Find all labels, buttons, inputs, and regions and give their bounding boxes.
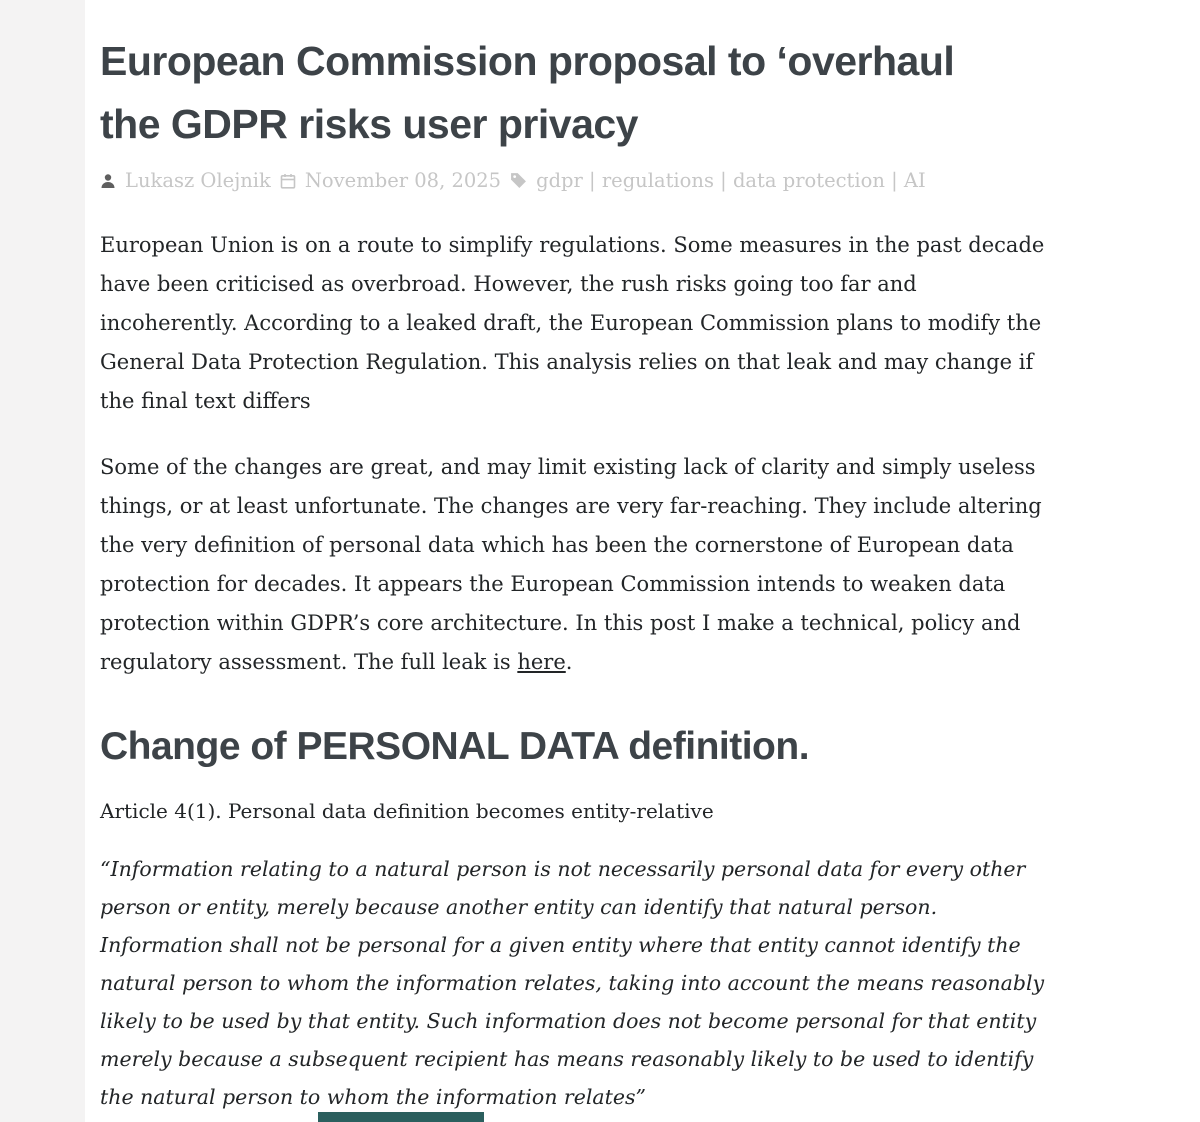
- paragraph-changes-text: Some of the changes are great, and may limit existing lack of clarity and simply useless things, or at least unfortunate. The changes are very far-reaching. They include altering the very definition of personal data which has been the cornerstone of European data protection for decades. It appears the European Commission intends to weaken data protection within GDPR’s core architecture. In this post I make a technical, policy and regulatory assessment. The full leak is: [100, 455, 1042, 674]
- publish-date: November 08, 2025: [304, 169, 502, 192]
- article: [100, 30, 1052, 1116]
- tags-icon: [510, 172, 527, 189]
- calendar-icon: [280, 173, 296, 189]
- footer-bar-partial: [318, 1112, 484, 1122]
- page-title: European Commission proposal to ‘overhaul the GDPR risks user privacy: [100, 38, 955, 147]
- paragraph-changes: [100, 448, 1052, 682]
- paragraph-intro: European Union is on a route to simplify regulations. Some measures in the past decade have been criticised as overbroad. However, the rush risks going too far and incoherently. According to a leaked draft, the European Commission plans to modify the General Data Protection Regulation. This analysis relies on that leak and may change if the final text differs: [100, 233, 1045, 413]
- article-body: [100, 226, 1052, 682]
- paragraph-changes-period: .: [565, 650, 573, 674]
- author-name: Lukasz Olejnik: [125, 169, 271, 192]
- gdpr-definition-quote: “Information relating to a natural person is not necessarily personal data for every other person or entity, merely because another entity can identify that natural person. Information shall not be personal for a given entity where that entity cannot identify the natural person to whom the information relates, taking into account the means reasonably likely to be used by that entity. Such information does not become personal for that entity merely because a subsequent recipient has means reasonably likely to be used to identify the natural person to whom the information relates”: [100, 856, 1045, 1109]
- author-icon: [100, 173, 116, 189]
- full-leak-link[interactable]: here: [517, 650, 566, 674]
- article-meta: [100, 169, 1052, 192]
- article-4-1-line: Article 4(1). Personal data definition becomes entity-relative: [100, 798, 714, 823]
- section-heading-personal-data: Change of PERSONAL DATA definition.: [100, 725, 810, 768]
- tags-text: gdpr | regulations | data protection | AI: [536, 169, 926, 192]
- page-left-gutter: [0, 0, 85, 1122]
